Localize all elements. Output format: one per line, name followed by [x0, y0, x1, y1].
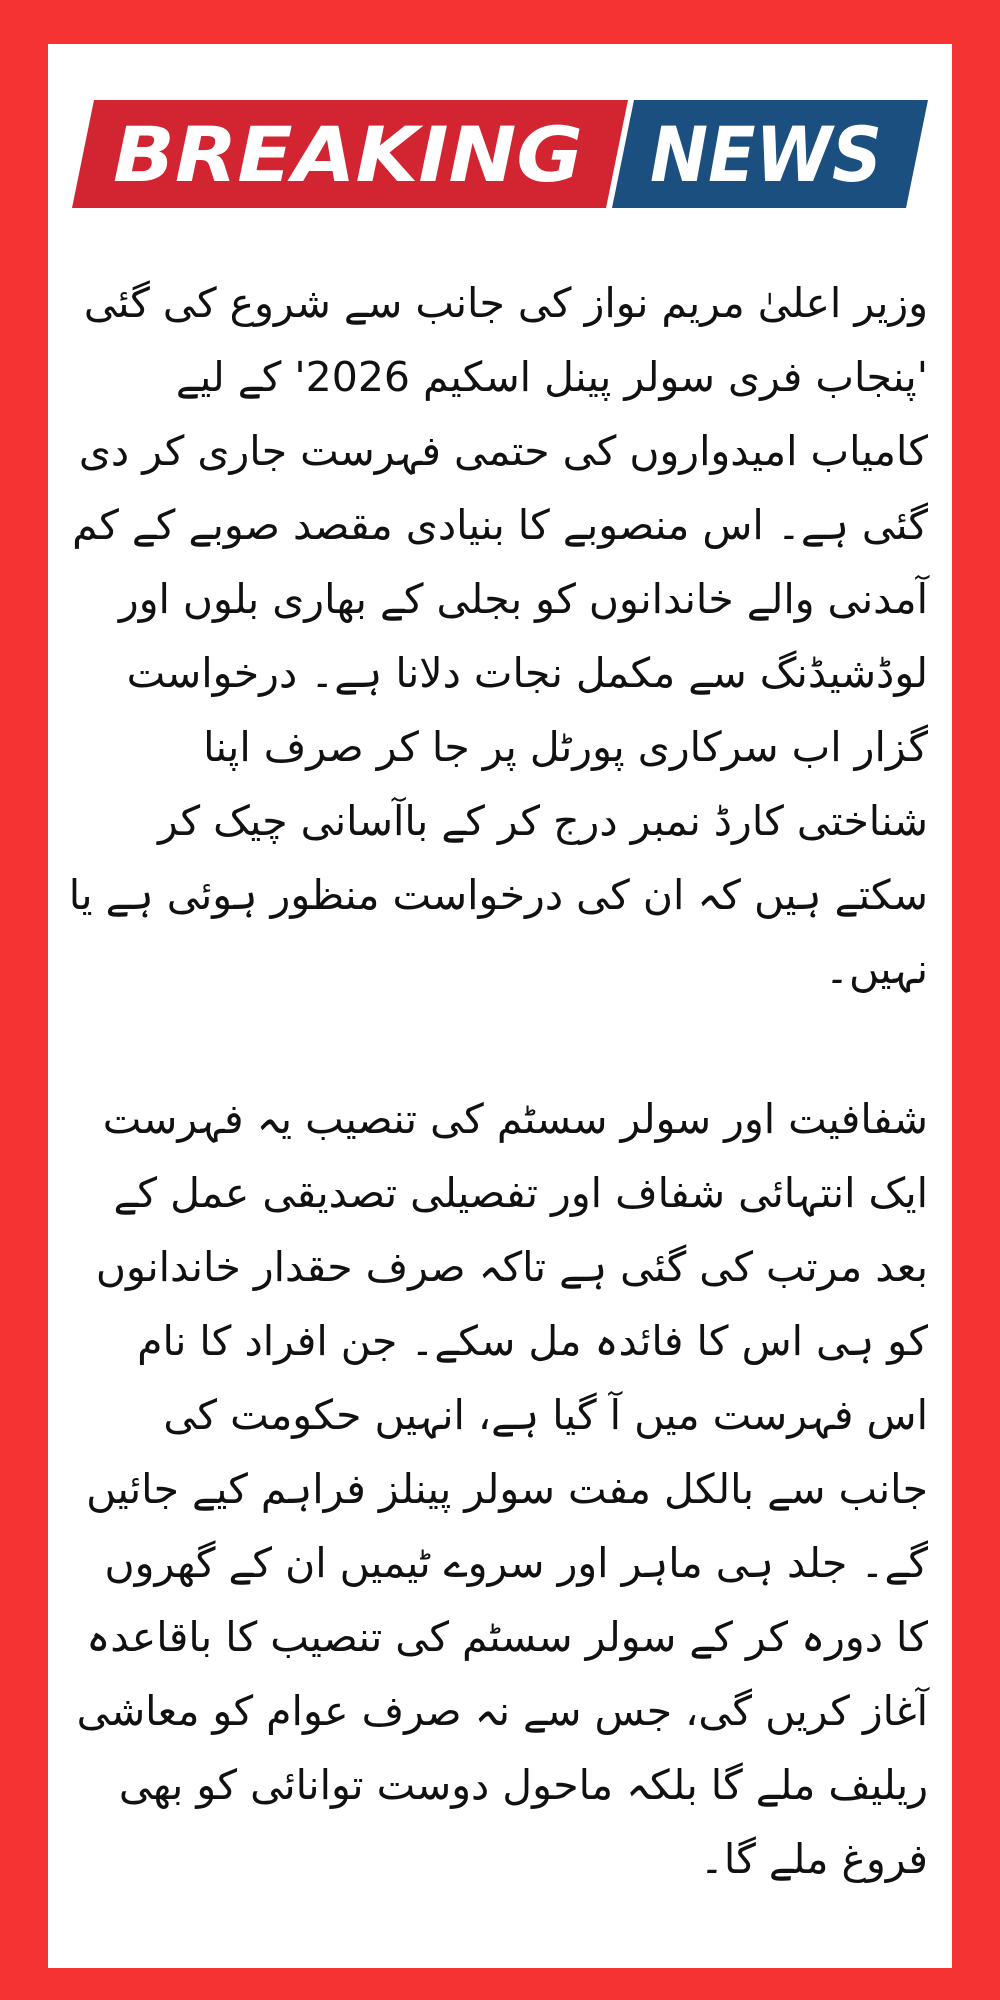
breaking-news-banner: [72, 100, 928, 208]
banner-word-news: NEWS: [650, 110, 882, 199]
news-card: [48, 44, 952, 1968]
banner-word-breaking: BREAKING: [113, 110, 583, 199]
article-paragraph-2: شفافیت اور سولر سسٹم کی تنصیب یہ فہرست ایک انتہائی شفاف اور تفصیلی تصدیقی عمل کے بعد مرتب کی گئی ہے تاکہ صرف حقدار خاندانوں کو ہی اس کا فائدہ مل سکے۔ جن افراد کا نام اس فہرست میں آ گیا ہے، انہیں حکومت کی جانب سے بالکل مفت سولر پینلز فراہم کیے جائیں گے۔ جلد ہی ماہر اور سروے ٹیمیں ان کے گھروں کا دورہ کر کے سولر سسٹم کی تنصیب کا باقاعدہ آغاز کریں گی، جس سے نہ صرف عوام کو معاشی ریلیف ملے گا بلکہ ماحول دوست توانائی کو بھی فروغ ملے گا۔: [76, 1095, 928, 1883]
breaking-news-graphic: [72, 100, 928, 208]
article-paragraph-1: وزیر اعلیٰ مریم نواز کی جانب سے شروع کی گئی 'پنجاب فری سولر پینل اسکیم 2026' کے لیے کامیاب امیدواروں کی حتمی فہرست جاری کر دی گئی ہے۔ اس منصوبے کا بنیادی مقصد صوبے کے کم آمدنی والے خاندانوں کو بجلی کے بھاری بلوں اور لوڈشیڈنگ سے مکمل نجات دلانا ہے۔ درخواست گزار اب سرکاری پورٹل پر جا کر صرف اپنا شناختی کارڈ نمبر درج کر کے باآسانی چیک کر سکتے ہیں کہ ان کی درخواست منظور ہوئی ہے یا نہیں۔: [68, 279, 928, 993]
